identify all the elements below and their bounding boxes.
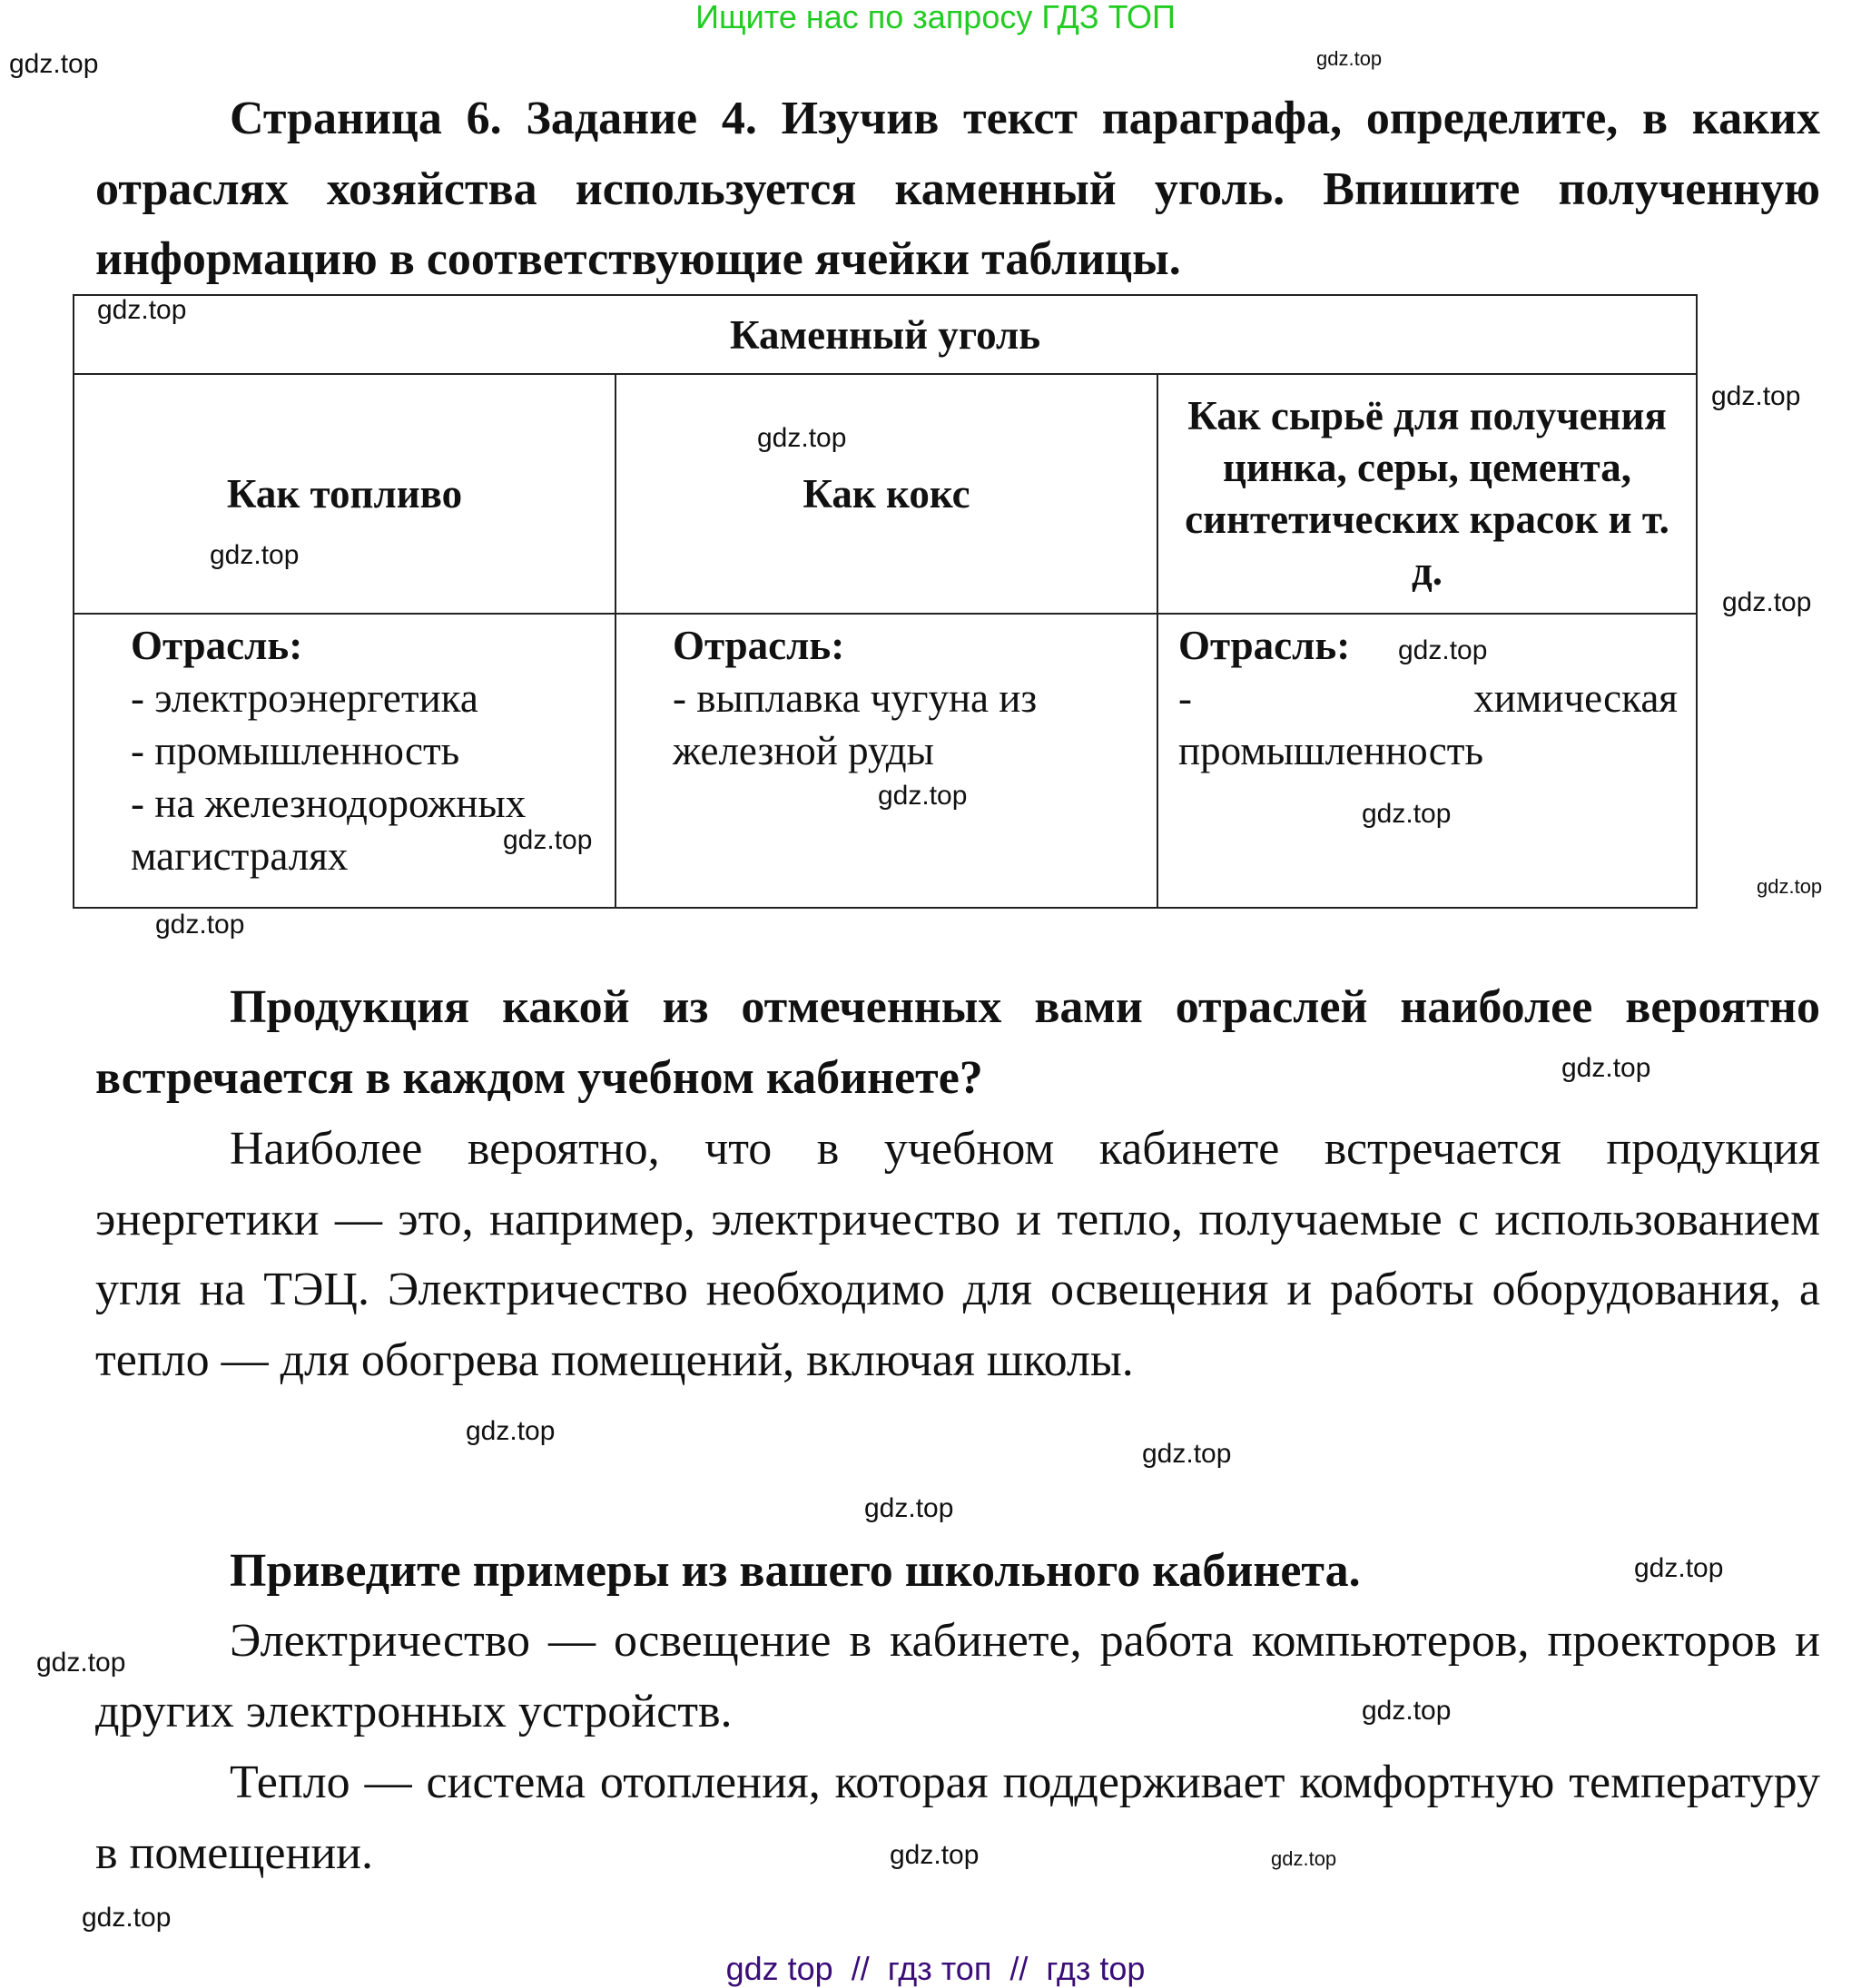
- answer-2-heat: Тепло — система отопления, которая поддерживает комфортную температуру в помещении.: [95, 1757, 1820, 1879]
- question-2: Приведите примеры из вашего школьного кабинета.: [230, 1545, 1361, 1597]
- cell-fuel: [74, 614, 615, 908]
- watermark: gdz.top: [864, 1493, 954, 1523]
- watermark: gdz.top: [210, 540, 300, 570]
- column-header-coke: Как кокс: [615, 374, 1157, 614]
- watermark: gdz.top: [1362, 1696, 1452, 1726]
- cell-line: промышленность: [1178, 728, 1483, 773]
- footer-links[interactable]: gdz top // гдз топ // гдз top: [725, 1950, 1146, 1987]
- watermark: gdz.top: [82, 1903, 172, 1933]
- watermark: gdz.top: [890, 1840, 980, 1870]
- column-header-fuel: Как топливо: [74, 374, 615, 614]
- cell-coke: [615, 614, 1157, 908]
- watermark: gdz.top: [1362, 799, 1452, 829]
- watermark: gdz.top: [155, 910, 245, 940]
- search-banner[interactable]: Ищите нас по запросу ГДЗ ТОП: [695, 0, 1176, 35]
- cell-line: - промышленность: [131, 728, 460, 773]
- cell-line: -: [1178, 675, 1192, 721]
- watermark: gdz.top: [878, 781, 968, 811]
- watermark: gdz.top: [1634, 1553, 1724, 1583]
- cell-line: химическая: [1473, 675, 1678, 721]
- watermark: gdz.top: [1757, 875, 1823, 898]
- watermark: gdz.top: [97, 295, 187, 325]
- coal-table: [73, 294, 1698, 909]
- watermark: gdz.top: [503, 825, 593, 855]
- watermark: gdz.top: [1398, 635, 1488, 665]
- watermark: gdz.top: [1316, 47, 1383, 70]
- watermark: gdz.top: [1711, 381, 1801, 411]
- row-label: Отрасль:: [131, 623, 303, 668]
- question-1: Продукция какой из отмеченных вами отраслей наиболее вероятно встречается в каждом учебном кабинете?: [95, 981, 1820, 1104]
- watermark: gdz.top: [36, 1648, 126, 1678]
- task-title: Страница 6. Задание 4. Изучив текст параграфа, определите, в каких отраслях хозяйства используется каменный уголь. Впишите полученную информацию в соответствующие ячейки таблицы.: [95, 93, 1820, 285]
- answer-1: Наиболее вероятно, что в учебном кабинете встречается продукция энергетики — это, например, электричество и тепло, получаемые с использованием угля на ТЭЦ. Электричество необходимо для освещения и работы оборудования, а тепло — для обогрева помещений, включая школы.: [95, 1123, 1820, 1386]
- answer-2-electricity: Электричество — освещение в кабинете, работа компьютеров, проекторов и других электронных устройств.: [95, 1615, 1820, 1737]
- row-label: Отрасль:: [673, 623, 845, 668]
- cell-line: - электроэнергетика: [131, 675, 478, 721]
- column-header-raw-material: Как сырьё для получения цинка, серы, цемента, синтетических красок и т. д.: [1157, 374, 1697, 614]
- cell-line: - на железнодорожных магистралях: [131, 781, 527, 879]
- watermark: gdz.top: [757, 423, 847, 453]
- watermark: gdz.top: [1142, 1439, 1232, 1469]
- watermark: gdz.top: [1271, 1847, 1337, 1870]
- watermark: gdz.top: [1561, 1053, 1651, 1083]
- table-header: Каменный уголь: [74, 295, 1697, 374]
- row-label: Отрасль:: [1178, 623, 1351, 668]
- watermark: gdz.top: [9, 49, 99, 79]
- cell-line: - выплавка чугуна из железной руды: [673, 675, 1038, 773]
- watermark: gdz.top: [466, 1416, 556, 1446]
- watermark: gdz.top: [1722, 587, 1812, 617]
